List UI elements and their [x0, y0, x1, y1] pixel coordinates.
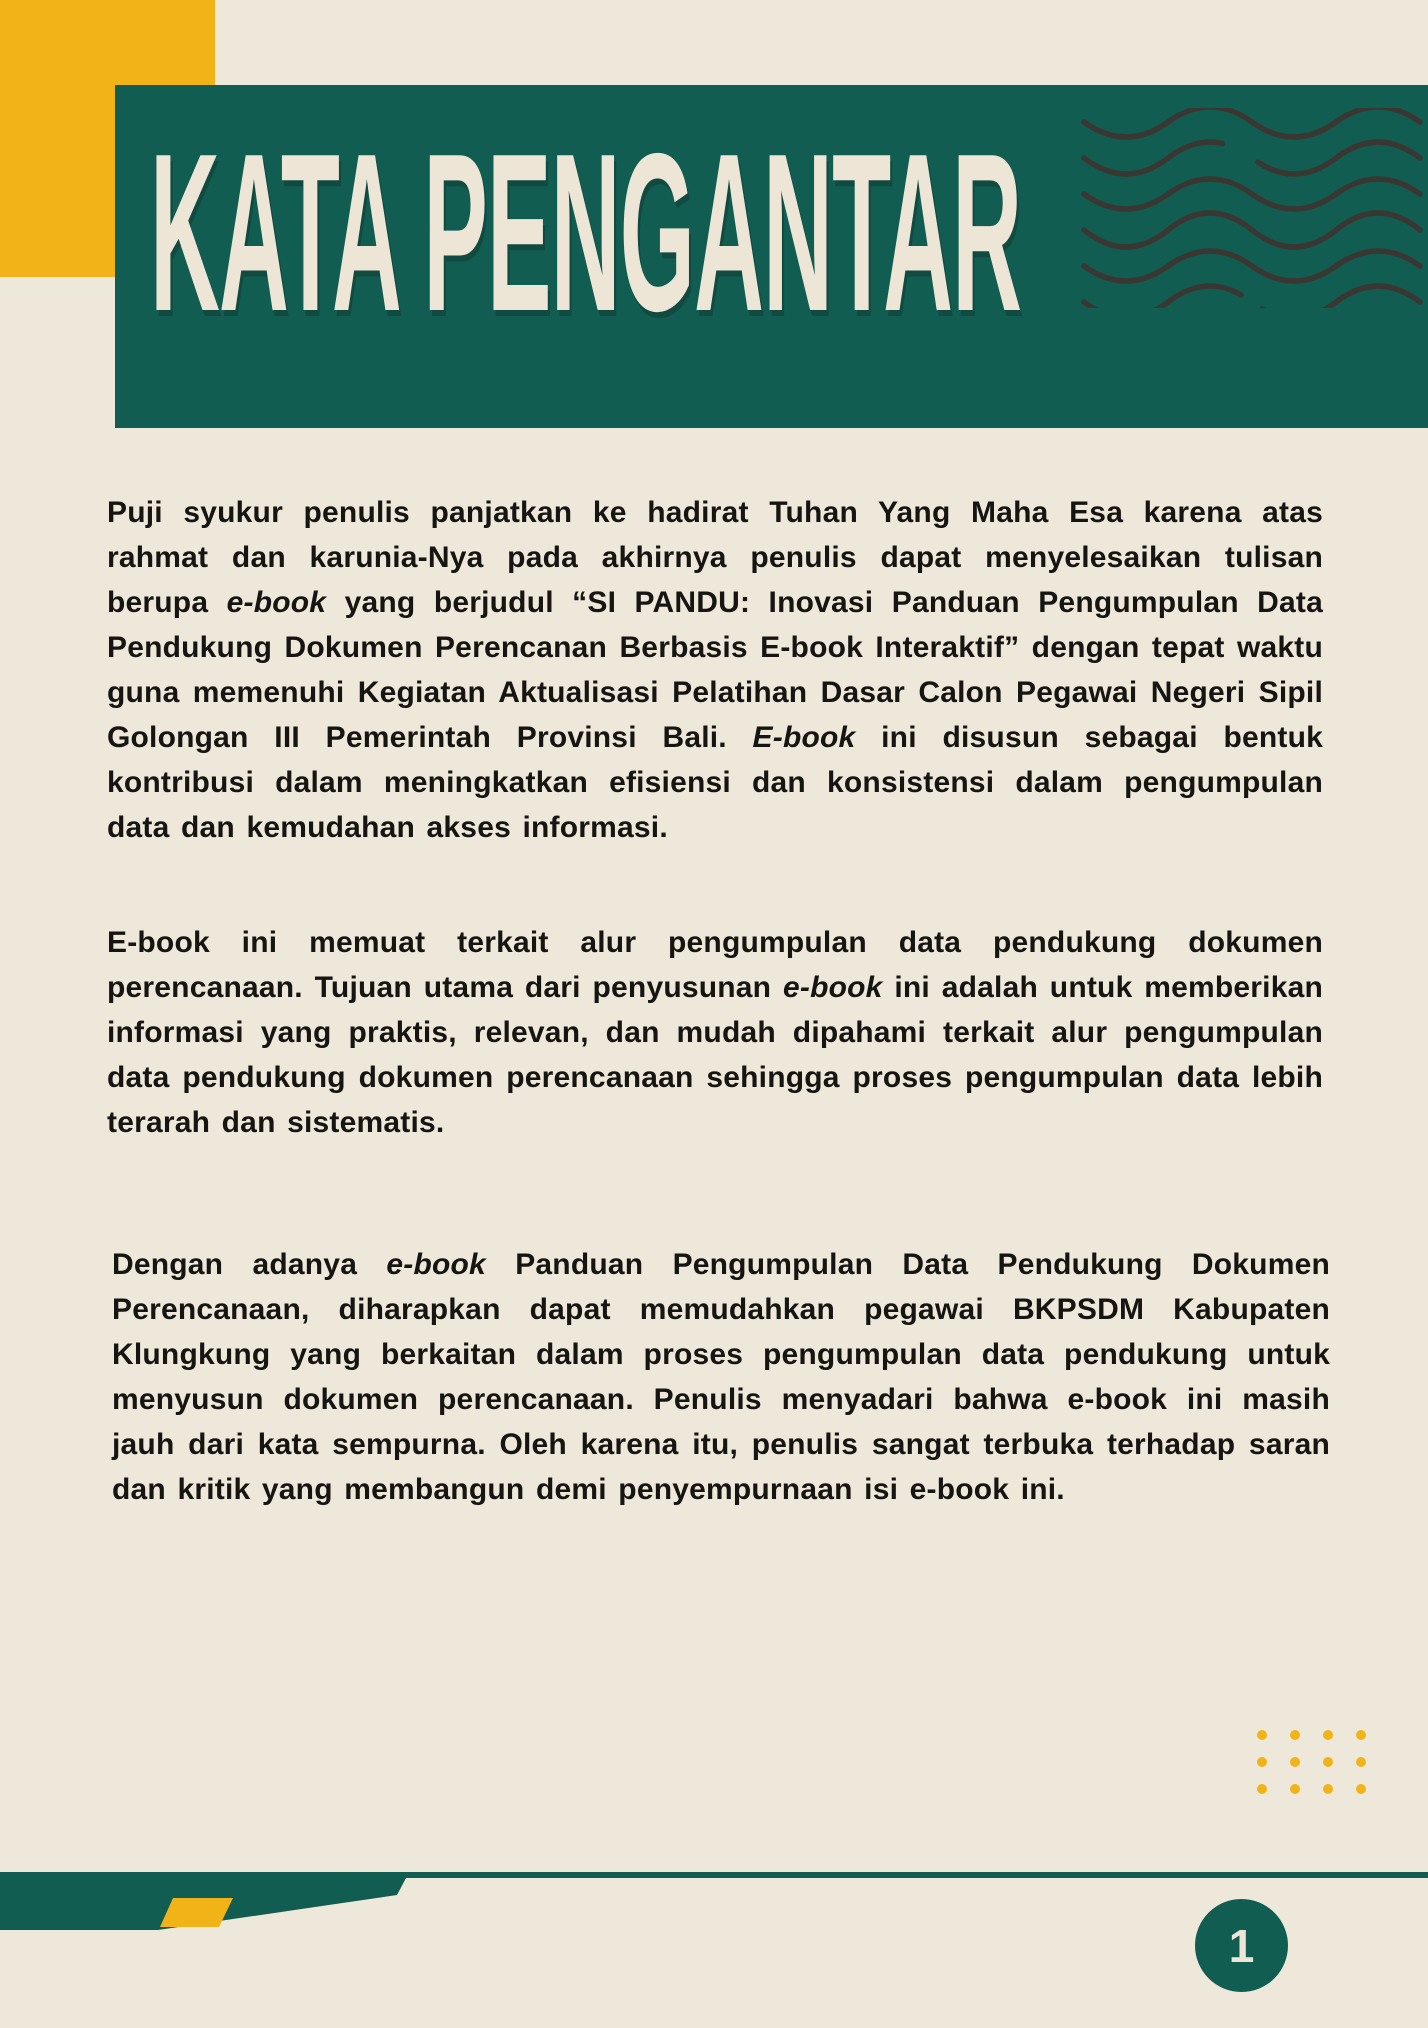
- text-segment: Panduan Pengumpulan Data Pendukung Dokumen Perencanaan, diharapkan dapat memudahkan pegawai BKPSDM Kabupaten Klungkung yang berkaitan dalam proses pengumpulan data pendukung untuk menyusun dokumen perencanaan. Penulis menyadari bahwa e-book ini masih jauh dari kata sempurna. Oleh karena itu, penulis sangat terbuka terhadap saran dan kritik yang membangun demi penyempurnaan isi e-book ini.: [112, 1248, 1330, 1506]
- dot: [1290, 1784, 1300, 1794]
- dot: [1257, 1784, 1267, 1794]
- text-segment: ini disusun sebagai bentuk kontribusi dalam meningkatkan efisiensi dan konsistensi dalam pengumpulan data dan kemudahan akses informasi.: [107, 721, 1323, 844]
- page-number-badge: [1195, 1899, 1288, 1992]
- dot: [1356, 1757, 1366, 1767]
- dot: [1356, 1730, 1366, 1740]
- paragraph-1: [107, 490, 1323, 850]
- dot: [1323, 1784, 1333, 1794]
- paragraph-2: [107, 920, 1323, 1145]
- wavy-lines-icon: [1078, 108, 1428, 308]
- page-title: KATA PENGANTAR: [150, 106, 1022, 358]
- text-segment: e-book: [386, 1248, 486, 1281]
- dot: [1290, 1730, 1300, 1740]
- dot: [1323, 1757, 1333, 1767]
- text-segment: ini adalah untuk memberikan informasi yang praktis, relevan, dan mudah dipahami terkait alur pengumpulan data pendukung dokumen perencanaan sehingga proses pengumpulan data lebih terarah dan sistematis.: [107, 971, 1324, 1139]
- text-segment: E-book ini memuat terkait alur pengumpulan data pendukung dokumen perencanaan. Tujuan utama dari penyusunan: [107, 926, 1323, 1004]
- dot: [1257, 1730, 1267, 1740]
- dot: [1290, 1757, 1300, 1767]
- text-segment: e-book: [783, 971, 883, 1004]
- dot: [1323, 1730, 1333, 1740]
- text-segment: Puji syukur penulis panjatkan ke hadirat Tuhan Yang Maha Esa karena atas rahmat dan karunia-Nya pada akhirnya penulis dapat menyelesaikan tulisan berupa: [107, 496, 1323, 619]
- text-segment: Dengan adanya: [112, 1248, 387, 1281]
- header-band: [115, 85, 1428, 428]
- dot: [1356, 1784, 1366, 1794]
- page-number: 1: [1228, 1919, 1255, 1972]
- text-segment: e-book: [226, 586, 327, 619]
- dot-grid-decoration: [1257, 1730, 1366, 1794]
- paragraph-3: [112, 1242, 1330, 1512]
- text-segment: E-book: [752, 721, 856, 754]
- text-segment: yang berjudul “SI PANDU: Inovasi Panduan Pengumpulan Data Pendukung Dokumen Perencanan Berbasis E-book Interaktif” dengan tepat waktu guna memenuhi Kegiatan Aktualisasi Pelatihan Dasar Calon Pegawai Negeri Sipil Golongan III Pemerintah Provinsi Bali.: [107, 586, 1323, 754]
- dot: [1257, 1757, 1267, 1767]
